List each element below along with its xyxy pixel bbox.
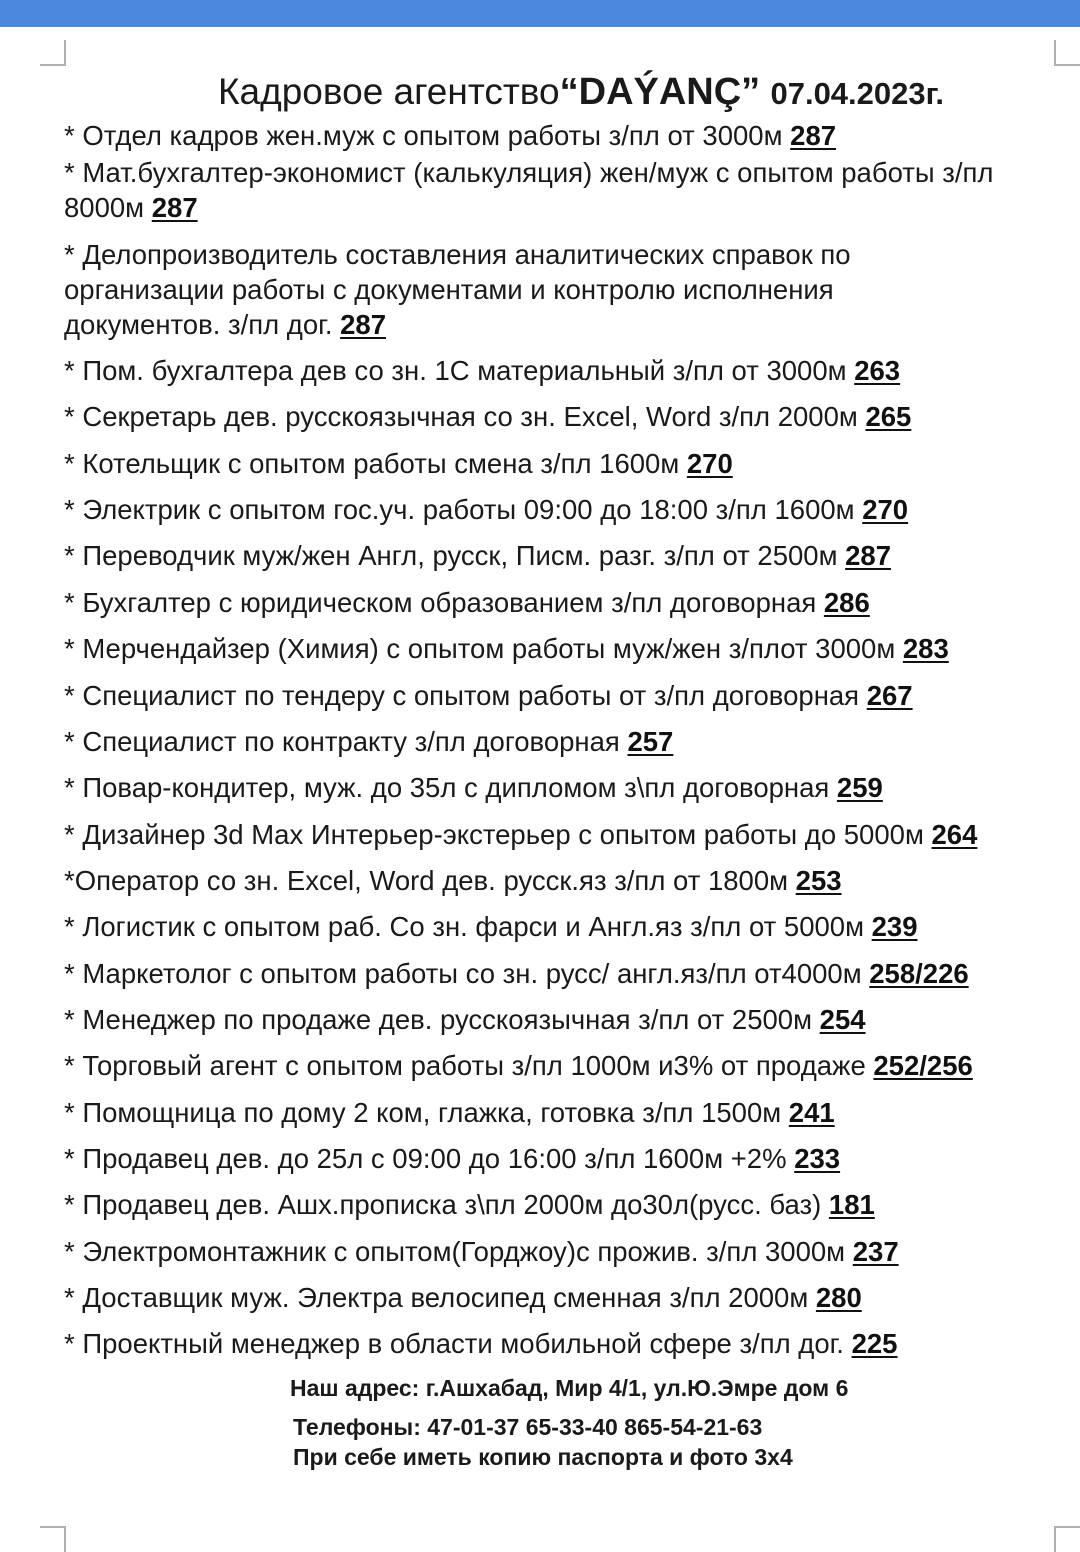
job-item (64, 770, 1064, 805)
job-text: * Переводчик муж/жен Англ, русск, Писм. разг. з/пл от 2500м (64, 540, 846, 571)
job-text: *Оператор со зн. Excel, Word дев. русск.яз з/пл от 1800м (64, 865, 796, 896)
job-ref-number: 287 (845, 540, 892, 571)
job-text: * Отдел кадров жен.муж с опытом работы з/пл от 3000м (64, 120, 791, 151)
job-ref-number: 263 (854, 355, 901, 386)
job-ref-number: 270 (862, 494, 909, 525)
job-text: * Доставщик муж. Электра велосипед сменная з/пл 2000м (64, 1282, 816, 1313)
job-ref-number: 264 (931, 819, 978, 850)
job-text: * Помощница по дому 2 ком, глажка, готовка з/пл 1500м (64, 1097, 789, 1128)
job-item (64, 399, 1064, 434)
job-text: * Менеджер по продаже дев. русскоязычная з/пл от 2500м (64, 1004, 820, 1035)
job-ref-number: 280 (815, 1282, 862, 1313)
job-item (64, 631, 1064, 666)
job-item (64, 538, 1064, 573)
job-item (64, 1187, 1064, 1222)
job-ref-number: 283 (902, 633, 949, 664)
job-item (64, 1048, 1064, 1083)
job-text: * Мерчендайзер (Химия) с опытом работы муж/жен з/плот 3000м (64, 633, 903, 664)
job-ref-number: 181 (828, 1189, 875, 1220)
job-item (64, 237, 964, 342)
job-ref-number: 252/256 (873, 1050, 973, 1081)
job-text: * Пом. бухгалтера дев со зн. 1С материальный з/пл от 3000м (64, 355, 855, 386)
job-ref-number: 237 (852, 1236, 899, 1267)
job-ref-number: 270 (686, 448, 733, 479)
title-prefix: Кадровое агентство (218, 71, 560, 112)
job-ref-number: 287 (790, 120, 837, 151)
crop-mark-top-right (1054, 40, 1080, 66)
job-ref-number: 241 (788, 1097, 835, 1128)
job-item (64, 1280, 1064, 1315)
job-item (64, 1002, 1064, 1037)
job-text: * Продавец дев. до 25л с 09:00 до 16:00 з/пл 1600м +2% (64, 1143, 795, 1174)
job-text: * Котельщик с опытом работы смена з/пл 1600м (64, 448, 687, 479)
job-item (64, 1234, 1064, 1269)
job-item (64, 724, 1064, 759)
job-ref-number: 254 (819, 1004, 866, 1035)
crop-mark-bottom-right (1054, 1526, 1080, 1552)
page-title (218, 68, 1058, 118)
job-ref-number: 287 (340, 309, 386, 340)
job-text: * Продавец дев. Ашх.прописка з\пл 2000м до30л(русс. баз) (64, 1189, 829, 1220)
crop-mark-bottom-left (40, 1526, 66, 1552)
job-text: * Электрик с опытом гос.уч. работы 09:00 до 18:00 з/пл 1600м (64, 494, 863, 525)
job-ref-number: 233 (794, 1143, 841, 1174)
job-item (64, 155, 1029, 225)
top-status-bar (0, 0, 1080, 27)
job-text: * Бухгалтер с юридическом образованием з/пл договорная (64, 587, 824, 618)
job-ref-number: 267 (866, 680, 913, 711)
job-text: * Электромонтажник с опытом(Горджоу)с прожив. з/пл 3000м (64, 1236, 853, 1267)
job-ref-number: 259 (836, 772, 883, 803)
job-ref-number: 287 (151, 192, 198, 223)
job-item (64, 1326, 1064, 1361)
agency-name: “DAÝANÇ” (559, 71, 761, 113)
job-text: * Маркетолог с опытом работы со зн. русс/ англ.яз/пл от4000м (64, 958, 870, 989)
job-ref-number: 258/226 (869, 958, 969, 989)
job-text: * Дизайнер 3d Max Интерьер-экстерьер с опытом работы до 5000м (64, 819, 932, 850)
job-item (64, 678, 1064, 713)
job-text: * Специалист по тендеру с опытом работы от з/пл договорная (64, 680, 867, 711)
job-item (64, 1095, 1064, 1130)
job-ref-number: 286 (823, 587, 870, 618)
job-item (64, 1141, 1064, 1176)
job-text: * Мат.бухгалтер-экономист (калькуляция) жен/муж с опытом работы з/пл 8000м (64, 157, 994, 223)
job-ref-number: 253 (795, 865, 842, 896)
crop-mark-top-left (40, 40, 66, 66)
job-item (64, 353, 1064, 388)
job-text: * Делопроизводитель составления аналитических справок по организации работы с документами и контролю исполнения документов. з/пл дог. (64, 239, 851, 340)
job-ref-number: 257 (627, 726, 674, 757)
job-ref-number: 265 (865, 401, 912, 432)
job-text: * Логистик с опытом раб. Со зн. фарси и Англ.яз з/пл от 5000м (64, 911, 872, 942)
job-item (64, 446, 1064, 481)
job-ref-number: 225 (851, 1328, 898, 1359)
job-item (64, 956, 1064, 991)
job-item (64, 118, 1064, 153)
job-item (64, 585, 1064, 620)
job-text: * Специалист по контракту з/пл договорная (64, 726, 628, 757)
job-item (64, 909, 1064, 944)
footer-note: При себе иметь копию паспорта и фото 3х4 (293, 1444, 793, 1470)
job-item (64, 492, 1064, 527)
footer-phones: Телефоны: 47-01-37 65-33-40 865-54-21-63 (293, 1414, 763, 1440)
job-text: * Торговый агент с опытом работы з/пл 1000м и3% от продаже (64, 1050, 874, 1081)
document-date: 07.04.2023г. (770, 76, 945, 111)
job-item (64, 817, 1064, 852)
job-text: * Секретарь дев. русскоязычная со зн. Excel, Word з/пл 2000м (64, 401, 866, 432)
job-item (64, 863, 1064, 898)
job-text: * Повар-кондитер, муж. до 35л с дипломом з\пл договорная (64, 772, 837, 803)
footer-address: Наш адрес: г.Ашхабад, Мир 4/1, ул.Ю.Эмре дом 6 (290, 1375, 849, 1401)
job-text: * Проектный менеджер в области мобильной сфере з/пл дог. (64, 1328, 852, 1359)
job-ref-number: 239 (871, 911, 918, 942)
